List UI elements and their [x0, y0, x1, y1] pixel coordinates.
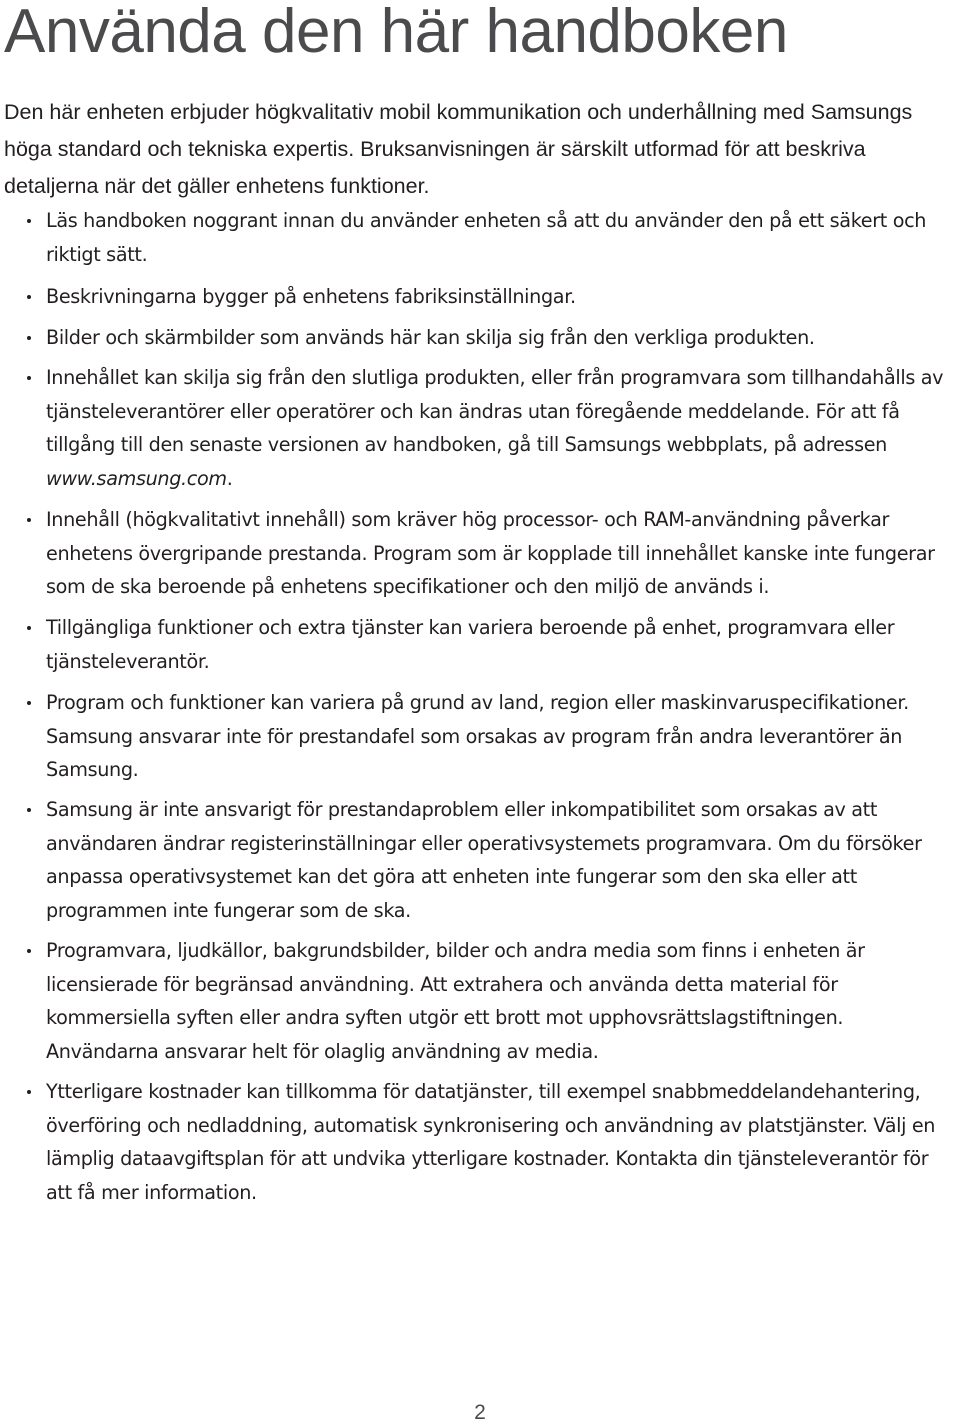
page-title: Använda den här handboken [4, 0, 788, 66]
list-item-text: Programvara, ljudkällor, bakgrundsbilder, bilder och andra media som finns i enheten är licensierade för begränsad användning. Att extrahera och använda detta material för kommersiella syften eller andra syften utgör ett brott mot upphovsrättslagstiftningen. Användarna ansvarar helt för olaglig användning av media. [46, 939, 865, 1063]
page-number: 2 [474, 1401, 486, 1424]
list-item-text: Innehåll (högkvalitativt innehåll) som kräver hög processor- och RAM-användning påverkar enhetens övergripande prestanda. Program som är kopplade till innehållet kanske inte fungerar som de ska beroende på enhetens specifikationer och den miljö de används i. [46, 508, 935, 598]
bullet-icon [27, 701, 31, 705]
bullet-icon [27, 626, 31, 630]
list-item-text-main: Innehållet kan skilja sig från den slutliga produkten, eller från programvara som tillhandahålls av tjänsteleverantörer eller operatörer och kan ändras utan föregående meddelande. För att få tillgång till den senaste versionen av handboken, gå till Samsungs webbplats, på adressen www.samsung.com. [46, 366, 944, 490]
bullet-icon [27, 518, 31, 522]
bullet-icon [27, 1090, 31, 1094]
list-item-text: Tillgängliga funktioner och extra tjänster kan variera beroende på enhet, programvara eller tjänsteleverantör. [46, 616, 895, 673]
bullet-icon [27, 808, 31, 812]
list-item-text: Beskrivningarna bygger på enhetens fabriksinställningar. [46, 285, 576, 308]
bullet-icon [27, 376, 31, 380]
bullet-icon [27, 295, 31, 299]
list-item-text: Samsung är inte ansvarigt för prestandaproblem eller inkompatibilitet som orsakas av att användaren ändrar registerinställningar eller operativsystemets programvara. Om du försöker anpassa operativsystemet kan det göra att enheten inte fungerar som den ska eller att programmen inte fungerar som de ska. [46, 798, 922, 922]
intro-paragraph: Den här enheten erbjuder högkvalitativ mobil kommunikation och underhållning med Samsungs höga standard och tekniska expertis. Bruksanvisningen är särskilt utformad för att beskriva detaljerna när det gäller enhetens funktioner. [4, 100, 913, 198]
list-item-text [46, 361, 958, 495]
list-item-text: Ytterligare kostnader kan tillkomma för datatjänster, till exempel snabbmeddelandehantering, överföring och nedladdning, automatisk synkronisering och användning av platstjänster. Välj en lämplig dataavgiftsplan för att undvika ytterligare kostnader. Kontakta din tjänsteleverantör för att få mer information. [46, 1080, 936, 1204]
bullet-icon [27, 219, 31, 223]
bullet-icon [27, 336, 31, 340]
list-item-text: Bilder och skärmbilder som används här kan skilja sig från den verkliga produkten. [46, 326, 815, 349]
website-link: www.samsung.com [46, 466, 227, 490]
bullet-icon [27, 949, 31, 953]
list-item-text: Program och funktioner kan variera på grund av land, region eller maskinvaruspecifikationer. Samsung ansvarar inte för prestandafel som orsakas av program från andra leverantörer än Samsung. [46, 691, 909, 781]
list-item-text: Läs handboken noggrant innan du använder enheten så att du använder den på ett säkert och riktigt sätt. [46, 209, 927, 266]
